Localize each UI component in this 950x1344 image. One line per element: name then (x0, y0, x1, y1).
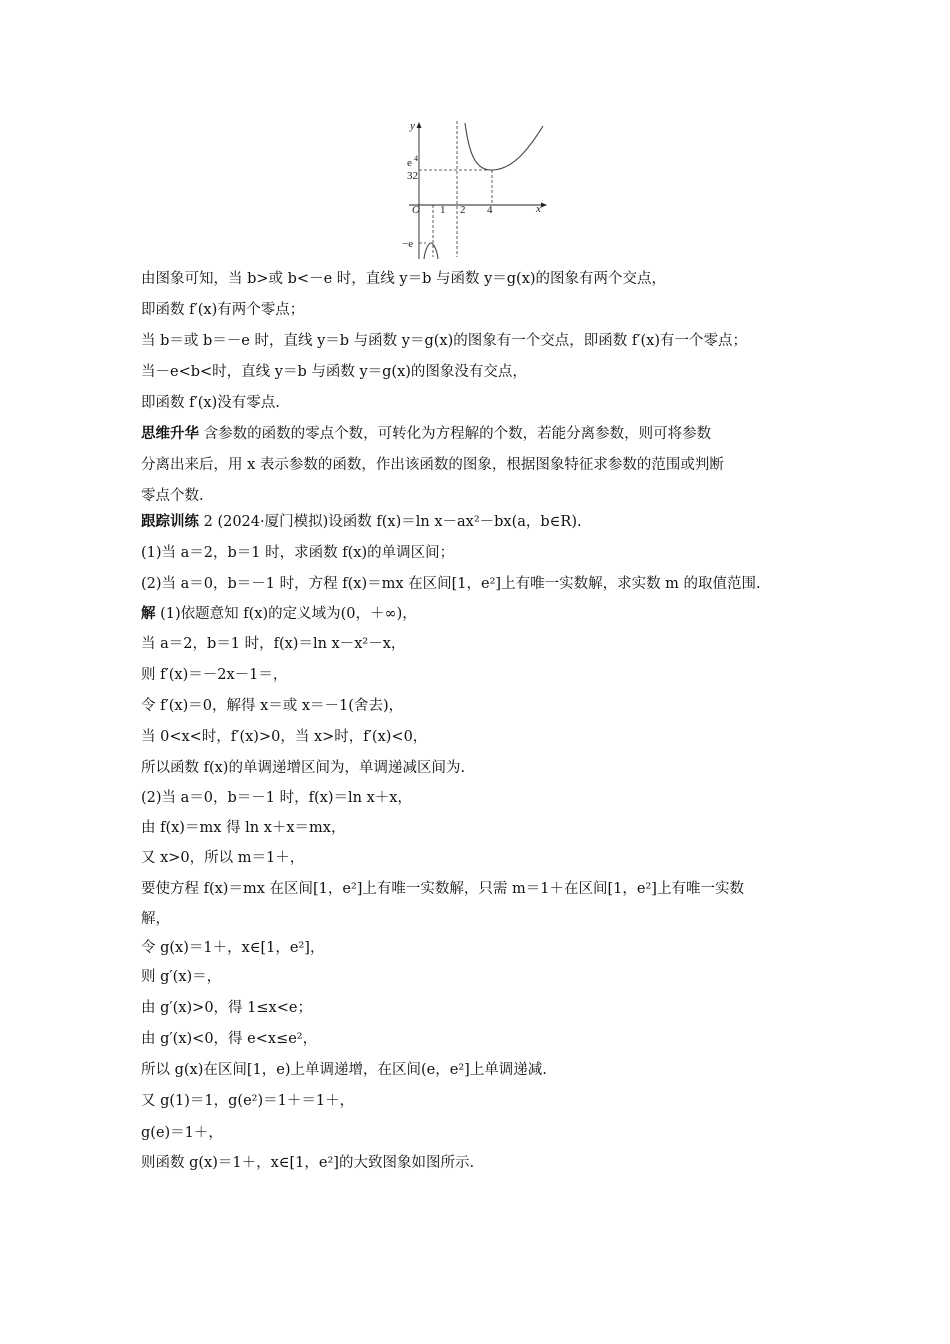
curve-right-branch (465, 123, 543, 170)
text-line: 则 g′(x)＝， (141, 969, 222, 985)
text-line: 所以函数 f(x)的单调递增区间为，单调递减区间为. (141, 760, 466, 776)
text-line: 由 g′(x)<0，得 e<x≤e²， (141, 1031, 318, 1047)
label-32: 32 (407, 170, 418, 182)
tick-4: 4 (487, 204, 493, 216)
text-line: 令 g(x)＝1＋，x∈[1，e²]， (141, 940, 325, 956)
text-line: 由 g′(x)>0，得 1≤x<e； (141, 1000, 312, 1016)
exercise-heading-line (141, 512, 821, 532)
tick-2: 2 (460, 204, 466, 216)
text-line: g(e)＝1＋， (141, 1125, 223, 1141)
text-line: 当－e<b<时，直线 y＝b 与函数 y＝g(x)的图象没有交点， (141, 364, 527, 380)
text-line: (2)当 a＝0，b＝－1 时，方程 f(x)＝mx 在区间[1，e²]上有唯一实数解，求实数 m 的取值范围. (141, 576, 761, 592)
text-line: 即函数 f′(x)没有零点. (141, 395, 280, 411)
x-axis-label: x (536, 203, 541, 215)
solution-text: (1)依题意知 f(x)的定义域为(0，＋∞)， (155, 606, 417, 622)
text-line: 所以 g(x)在区间[1，e)上单调递增，在区间(e，e²]上单调递减. (141, 1062, 547, 1078)
label-neg-e: −e (402, 238, 414, 250)
text-line: 当 0<x<时，f′(x)>0，当 x>时，f′(x)<0， (141, 729, 428, 745)
function-graph (395, 117, 555, 262)
text-line: 令 f′(x)＝0，解得 x＝或 x＝－1(舍去)， (141, 698, 404, 714)
text-line: 要使方程 f(x)＝mx 在区间[1，e²]上有唯一实数解，只需 m＝1＋在区间[1，e²]上有唯一实数 (141, 881, 744, 897)
label-e4-sup: 4 (414, 154, 418, 163)
exercise-text: 2 (2024·厦门模拟)设函数 f(x)＝ln x－ax²－bx(a，b∈R). (199, 514, 582, 530)
y-axis-label: y (410, 120, 415, 132)
text-line: 零点个数. (141, 488, 204, 504)
summary-heading-line (141, 424, 821, 444)
text-line: 当 b＝或 b＝－e 时，直线 y＝b 与函数 y＝g(x)的图象有一个交点，即函数 f′(x)有一个零点； (141, 333, 747, 349)
solution-heading-line (141, 604, 821, 624)
text-line: 当 a＝2，b＝1 时，f(x)＝ln x－x²－x， (141, 636, 406, 652)
text-line: 由图象可知，当 b>或 b<－e 时，直线 y＝b 与函数 y＝g(x)的图象有两个交点， (141, 271, 667, 287)
text-line: 解， (141, 911, 170, 927)
x-axis-arrow (541, 203, 547, 208)
text-line: 又 g(1)＝1，g(e²)＝1＋＝1＋， (141, 1093, 355, 1109)
text-line: (2)当 a＝0，b＝－1 时，f(x)＝ln x＋x， (141, 790, 412, 806)
text-line: 又 x>0，所以 m＝1＋， (141, 850, 305, 866)
text-line: (1)当 a＝2，b＝1 时，求函数 f(x)的单调区间； (141, 545, 455, 561)
text-line: 分离出来后，用 x 表示参数的函数，作出该函数的图象，根据图象特征求参数的范围或判断 (141, 457, 724, 473)
label-e4: e (407, 157, 412, 169)
summary-heading: 思维升华 (141, 425, 199, 442)
origin-label: O (412, 204, 420, 216)
text-line: 则函数 g(x)＝1＋，x∈[1，e²]的大致图象如图所示. (141, 1155, 475, 1171)
summary-text: 含参数的函数的零点个数，可转化为方程解的个数，若能分离参数，则可将参数 (199, 426, 712, 442)
curve-left-branch (424, 243, 438, 259)
exercise-heading: 跟踪训练 (141, 513, 199, 530)
tick-1: 1 (440, 204, 446, 216)
text-line: 则 f′(x)＝－2x－1＝， (141, 667, 288, 683)
y-axis-arrow (417, 122, 422, 128)
solution-heading: 解 (141, 605, 156, 622)
text-line: 由 f(x)＝mx 得 ln x＋x＝mx， (141, 820, 346, 836)
text-line: 即函数 f′(x)有两个零点； (141, 302, 305, 318)
